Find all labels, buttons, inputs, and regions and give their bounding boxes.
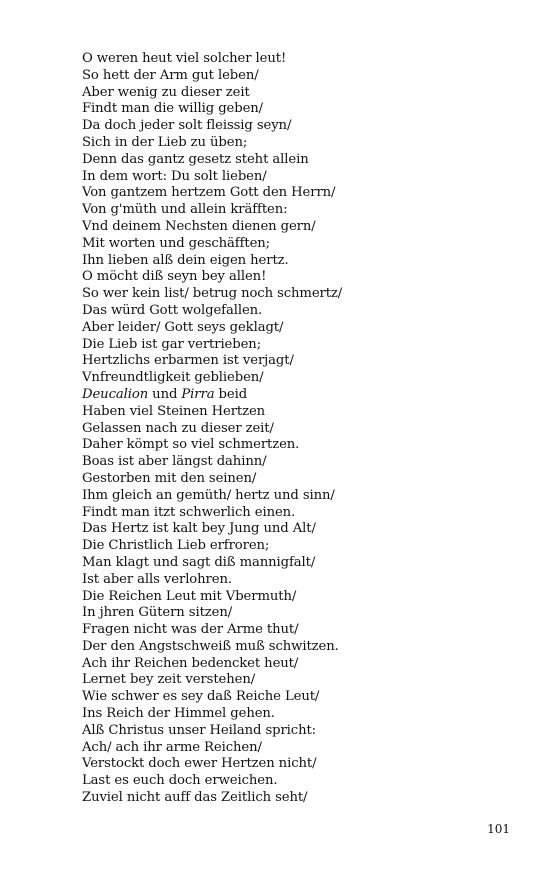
poem-line	[82, 723, 502, 740]
poem-line-text: Daher kömpt so viel schmertzen.	[82, 437, 300, 453]
poem-line-text: Verstockt doch ewer Hertzen nicht/	[82, 756, 317, 772]
poem-line	[82, 118, 502, 135]
poem-line-text: Gestorben mit den seinen/	[82, 470, 257, 486]
poem-line	[82, 51, 502, 68]
poem-line-italic-name: Pirra	[181, 386, 215, 402]
poem-line	[82, 68, 502, 85]
poem-line-text: Ihm gleich an gemüth/ hertz und sinn/	[82, 487, 335, 503]
poem-line	[82, 437, 502, 454]
poem-line	[82, 387, 502, 404]
poem-line-text: Aber leider/ Gott seys geklagt/	[82, 319, 284, 335]
poem-line	[82, 152, 502, 169]
poem-line	[82, 756, 502, 773]
poem-line-text: Da doch jeder solt fleissig seyn/	[82, 118, 292, 134]
poem-line-text: Findt man itzt schwerlich einen.	[82, 504, 296, 520]
poem-line-text: Vnfreundtligkeit geblieben/	[82, 370, 264, 386]
poem-line-text: In jhren Gütern sitzen/	[82, 605, 233, 621]
poem-line-text: Der den Angstschweiß muß schwitzen.	[82, 638, 339, 654]
poem-line-text: Boas ist aber längst dahinn/	[82, 454, 267, 470]
poem-line-text: Mit worten und geschäfften;	[82, 235, 271, 251]
poem-line	[82, 454, 502, 471]
poem-line	[82, 656, 502, 673]
poem-line	[82, 353, 502, 370]
poem-line	[82, 689, 502, 706]
poem-line-text: Die Lieb ist gar vertrieben;	[82, 336, 262, 352]
poem-line	[82, 740, 502, 757]
poem-line-text: Ins Reich der Himmel gehen.	[82, 706, 275, 722]
poem-line-text: Ist aber alls verlohren.	[82, 571, 232, 587]
poem-line-text: Lernet bey zeit verstehen/	[82, 672, 256, 688]
poem-line-text: Last es euch doch erweichen.	[82, 773, 278, 789]
poem-line-text: Die Reichen Leut mit Vbermuth/	[82, 588, 297, 604]
poem-line	[82, 337, 502, 354]
poem-line	[82, 236, 502, 253]
poem-line-text: In dem wort: Du solt lieben/	[82, 168, 267, 184]
page-number: 101	[487, 822, 510, 836]
poem-line-text: Das würd Gott wolgefallen.	[82, 302, 263, 318]
poem-line-text: Man klagt und sagt diß mannigfalt/	[82, 554, 316, 570]
poem-text	[82, 51, 502, 807]
poem-line-text: Ach ihr Reichen bedencket heut/	[82, 655, 299, 671]
poem-line-text: Sich in der Lieb zu üben;	[82, 134, 248, 150]
poem-line-text: beid	[214, 386, 248, 402]
poem-line	[82, 589, 502, 606]
poem-line-text: Hertzlichs erbarmen ist verjagt/	[82, 353, 294, 369]
poem-line	[82, 773, 502, 790]
poem-line-text: Das Hertz ist kalt bey Jung und Alt/	[82, 521, 316, 537]
poem-line	[82, 790, 502, 807]
poem-line-text: O weren heut viel solcher leut!	[82, 51, 287, 66]
poem-line	[82, 672, 502, 689]
poem-line	[82, 85, 502, 102]
poem-line-text: Gelassen nach zu dieser zeit/	[82, 420, 274, 436]
poem-line	[82, 135, 502, 152]
poem-line-text: Von g'müth und allein kräfften:	[82, 202, 288, 218]
poem-line-text: Findt man die willig geben/	[82, 101, 264, 117]
poem-line-text: Wie schwer es sey daß Reiche Leut/	[82, 689, 320, 705]
poem-line	[82, 538, 502, 555]
poem-line-text: Denn das gantz gesetz steht allein	[82, 151, 309, 167]
poem-line-text: So wer kein list/ betrug noch schmertz/	[82, 286, 343, 302]
poem-line	[82, 101, 502, 118]
poem-line-text: Ach/ ach ihr arme Reichen/	[82, 739, 262, 755]
poem-line-text: Haben viel Steinen Hertzen	[82, 403, 266, 419]
poem-line-text: Zuviel nicht auff das Zeitlich seht/	[82, 790, 308, 806]
poem-line-text: Von gantzem hertzem Gott den Herrn/	[82, 185, 336, 201]
poem-line-italic-name: Deucalion	[82, 386, 149, 402]
poem-line	[82, 286, 502, 303]
poem-line-text: Fragen nicht was der Arme thut/	[82, 622, 299, 638]
poem-line	[82, 404, 502, 421]
poem-line	[82, 219, 502, 236]
poem-line	[82, 320, 502, 337]
poem-line	[82, 555, 502, 572]
poem-line-text: und	[148, 386, 182, 402]
poem-line	[82, 202, 502, 219]
poem-line	[82, 370, 502, 387]
poem-line	[82, 572, 502, 589]
poem-line	[82, 269, 502, 286]
poem-line	[82, 605, 502, 622]
poem-line-text: O möcht diß seyn bey allen!	[82, 269, 267, 285]
poem-line	[82, 622, 502, 639]
poem-line	[82, 185, 502, 202]
poem-line	[82, 488, 502, 505]
poem-line	[82, 253, 502, 270]
poem-line-text: Die Christlich Lieb erfroren;	[82, 538, 270, 554]
poem-line-text: Vnd deinem Nechsten dienen gern/	[82, 218, 316, 234]
poem-line	[82, 303, 502, 320]
poem-line	[82, 169, 502, 186]
poem-line	[82, 421, 502, 438]
poem-line	[82, 521, 502, 538]
poem-line-text: Aber wenig zu dieser zeit	[82, 84, 250, 100]
poem-line	[82, 505, 502, 522]
poem-line-text: Alß Christus unser Heiland spricht:	[82, 722, 317, 738]
poem-line-text: Ihn lieben alß dein eigen hertz.	[82, 252, 289, 268]
poem-line	[82, 706, 502, 723]
poem-line	[82, 639, 502, 656]
poem-line	[82, 471, 502, 488]
poem-line-text: So hett der Arm gut leben/	[82, 67, 259, 83]
